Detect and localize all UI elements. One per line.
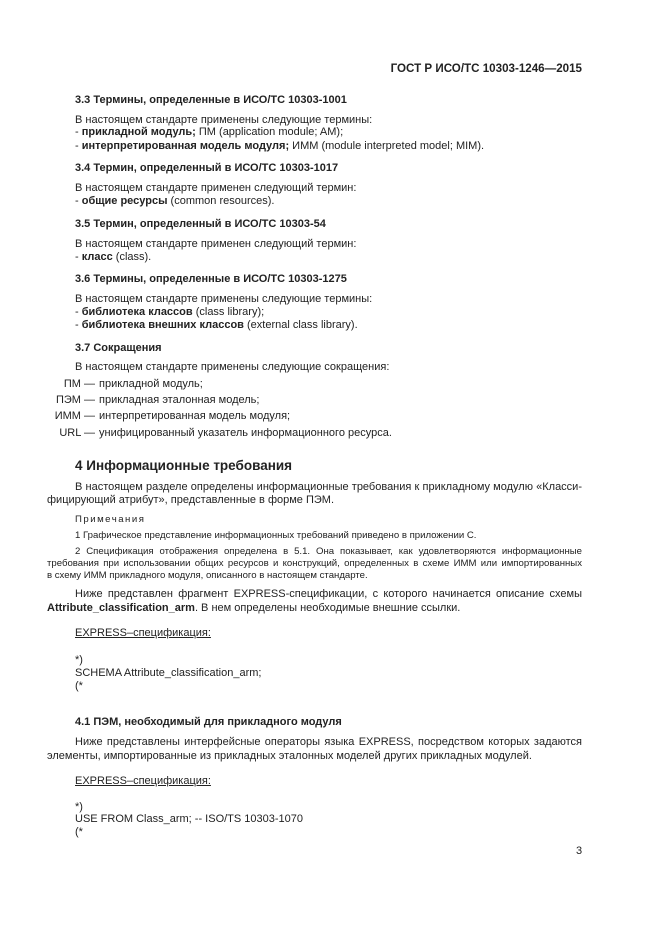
note-2-line: требования при использовании общих ресурсов и конструкций, определенных в схеме ИММ или импортированных [47,558,582,569]
abbreviation-row: ИММ — интерпретированная модель модуля; [54,410,291,422]
section-3-5-intro: В настоящем стандарте применен следующий термин: [75,238,357,250]
list-item: - класс (class). [75,251,152,263]
section-3-4-title: 3.4 Термин, определенный в ИСО/ТС 10303-1017 [75,162,339,174]
note-2-line: 2 Спецификация отображения определена в 5.1. Она показывает, как удовлетворяются информационные [75,546,582,557]
note-1: 1 Графическое представление информационных требований приведено в приложении С. [75,530,477,541]
section-3-3-intro: В настоящем стандарте применены следующие термины: [75,114,373,126]
abbreviation-row: URL — унифицированный указатель информационного ресурса. [59,427,392,439]
section-4-paragraph-line: В настоящем разделе определены информационные требования к прикладному модулю «Класси- [75,481,582,493]
express-spec-label: EXPRESS–спецификация: [75,627,211,639]
page-number: 3 [576,845,583,857]
code-line: (* [75,680,83,692]
list-item: - библиотека внешних классов (external class library). [75,319,358,331]
section-3-4-intro: В настоящем стандарте применен следующий термин: [75,182,357,194]
section-4-paragraph-line: фицирующий атрибут», представленные в форме ПЭМ. [47,494,334,506]
section-3-5-title: 3.5 Термин, определенный в ИСО/ТС 10303-54 [75,218,326,230]
list-item: - прикладной модуль; ПМ (application module; AM); [75,126,344,138]
section-3-7-intro: В настоящем стандарте применены следующие сокращения: [75,361,390,373]
section-3-6-title: 3.6 Термины, определенные в ИСО/ТС 10303-1275 [75,273,347,285]
notes-title: Примечания [75,514,146,525]
code-line: *) [75,654,83,666]
express-spec-label: EXPRESS–спецификация: [75,775,211,787]
list-item: - интерпретированная модель модуля; ИММ (module interpreted model; MIM). [75,140,485,152]
section-4-1-paragraph-line: Ниже представлены интерфейсные операторы языка EXPRESS, посредством которых задаются [75,736,582,748]
abbreviation-row: ПЭМ — прикладная эталонная модель; [55,394,260,406]
section-3-7-title: 3.7 Сокращения [75,342,162,354]
code-line: SCHEMA Attribute_classification_arm; [75,667,262,679]
section-4-paragraph-line: Attribute_classification_arm. В нем определены необходимые внешние ссылки. [47,602,461,614]
code-line: *) [75,801,83,813]
section-3-3-title: 3.3 Термины, определенные в ИСО/ТС 10303-1001 [75,94,347,106]
code-line: USE FROM Class_arm; -- ISO/TS 10303-1070 [75,813,304,825]
section-4-1-paragraph-line: элементы, импортированные из прикладных эталонных моделей других прикладных модулей. [47,750,532,762]
abbreviation-row: ПМ — прикладной модуль; [63,378,203,390]
code-line: (* [75,826,83,838]
section-4-title: 4 Информационные требования [75,458,293,473]
standard-designation: ГОСТ Р ИСО/ТС 10303-1246—2015 [390,62,582,75]
section-4-1-title: 4.1 ПЭМ, необходимый для прикладного модуля [75,716,342,728]
section-3-6-intro: В настоящем стандарте применены следующие термины: [75,293,373,305]
section-4-paragraph-line: Ниже представлен фрагмент EXPRESS-спецификации, с которого начинается описание схемы [75,588,582,600]
list-item: - общие ресурсы (common resources). [75,195,275,207]
note-2-line: в схему ИММ прикладного модуля, описанного в настоящем стандарте. [47,570,368,581]
list-item: - библиотека классов (class library); [75,306,265,318]
